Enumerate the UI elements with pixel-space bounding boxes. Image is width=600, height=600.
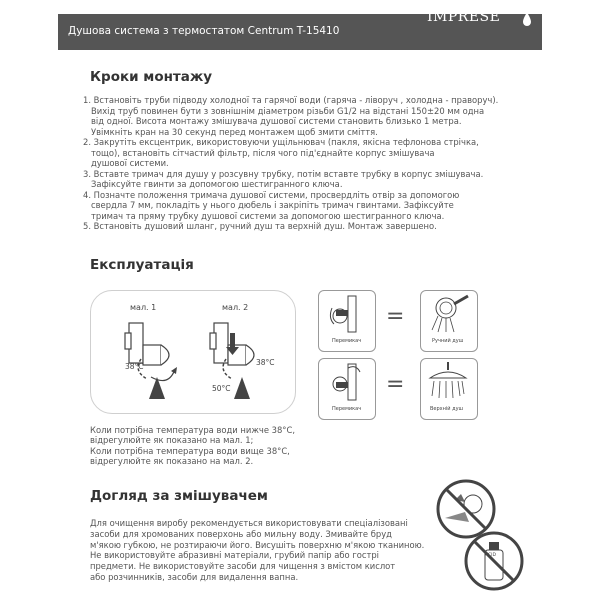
step-line: 4. Позначте положення тримача душової системи, просвердліть отвір за допомогою xyxy=(83,189,460,200)
care-line: або розчинників, засоби для видалення вапна. xyxy=(90,571,299,582)
operation-heading: Експлуатація xyxy=(90,257,194,273)
document-title: Душова система з термостатом Centrum T-15410 xyxy=(68,25,340,37)
switch-label-2: Перемикач xyxy=(332,406,362,412)
acid-label: ACID xyxy=(485,553,496,558)
figure-1-valve-illustration xyxy=(105,315,190,400)
equals-sign: = xyxy=(386,304,405,329)
care-line: Для очищення виробу рекомендується використовувати спеціалізовані xyxy=(90,518,408,528)
brand-logo: IMPRESE xyxy=(427,9,501,25)
installation-heading: Кроки монтажу xyxy=(90,69,213,85)
care-instructions xyxy=(90,518,430,583)
note-line: Коли потрібна температура води нижче 38°C, xyxy=(90,425,295,435)
step-line: тримач та пряму трубку душової системи за допомогою шестигранного ключа. xyxy=(91,210,445,221)
step-line: 5. Встановіть душовий шланг, ручний душ та верхній душ. Монтаж завершено. xyxy=(83,221,437,231)
hand-shower-icon xyxy=(426,294,470,334)
care-line: Не використовуйте абразивні матеріали, грубий папір або гострі xyxy=(90,550,379,561)
equals-sign: = xyxy=(386,372,405,397)
step-line: Зафіксуйте гвинти за допомогою шестигранного ключа. xyxy=(91,179,343,189)
temperature-note xyxy=(90,425,330,467)
step-line: душової системи. xyxy=(91,158,169,168)
step-line: 2. Закрутіть ексцентрик, використовуючи ущільнювач (пакля, якісна тефлонова стрічка, xyxy=(83,137,479,147)
figure-2-temperature-low: 50°C xyxy=(212,384,231,393)
figure-2-label: мал. 2 xyxy=(222,303,249,312)
note-line: відрегулюйте як показано на мал. 1; xyxy=(90,435,254,446)
step-line: 1. Встановіть труби підводу холодної та гарячої води (гаряча - ліворуч , холодна - праворуч). xyxy=(83,95,499,105)
figure-2-temperature-high: 38°C xyxy=(256,358,275,367)
care-heading: Догляд за змішувачем xyxy=(90,488,268,504)
switch-label-1: Перемикач xyxy=(332,338,362,344)
figure-1-label: мал. 1 xyxy=(130,303,157,312)
note-line: Коли потрібна температура води вище 38°C, xyxy=(90,445,290,456)
care-line: предмети. Не використовуйте засоби для чищення з вмістом кислот xyxy=(90,561,396,572)
care-line: м'якою губкою, не розтираючи його. Висушіть поверхню м'якою тканиною. xyxy=(90,539,425,550)
step-line: від одної. Висота монтажу змішувача душової системи становить близько 1 метра. xyxy=(91,116,462,126)
step-line: 3. Вставте тримач для душу у розсувну трубку, потім вставте трубку в корпус змішувача. xyxy=(83,168,484,179)
figure-1-temperature: 38°C xyxy=(125,362,144,371)
step-line: тощо), встановіть сітчастий фільтр, після чого під'єднайте корпус змішувача xyxy=(91,147,435,158)
diverter-knob-icon xyxy=(326,296,366,332)
care-line: засоби для хромованих поверхонь або мильну воду. Змивайте бруд xyxy=(90,528,392,539)
installation-steps xyxy=(83,95,523,232)
step-line: свердла 7 мм, покладіть у нього дюбель і закріпіть тримач гвинтами. Зафіксуйте xyxy=(91,200,454,210)
top-shower-label: Верхній душ xyxy=(430,406,464,412)
step-line: Увімкніть кран на 30 секунд перед монтажем щоб змити сміття. xyxy=(91,126,378,137)
hand-shower-label: Ручний душ xyxy=(432,338,464,344)
top-shower-icon xyxy=(426,362,470,402)
step-line: Вихід труб повинен бути з зовнішнім діаметром різьби G1/2 на відстані 150±20 мм одна xyxy=(91,105,485,116)
note-line: відрегулюйте як показано на мал. 2. xyxy=(90,456,254,467)
no-acid-cleaner-icon xyxy=(463,530,525,592)
diverter-knob-icon xyxy=(326,364,366,400)
water-drop-icon xyxy=(522,11,532,27)
